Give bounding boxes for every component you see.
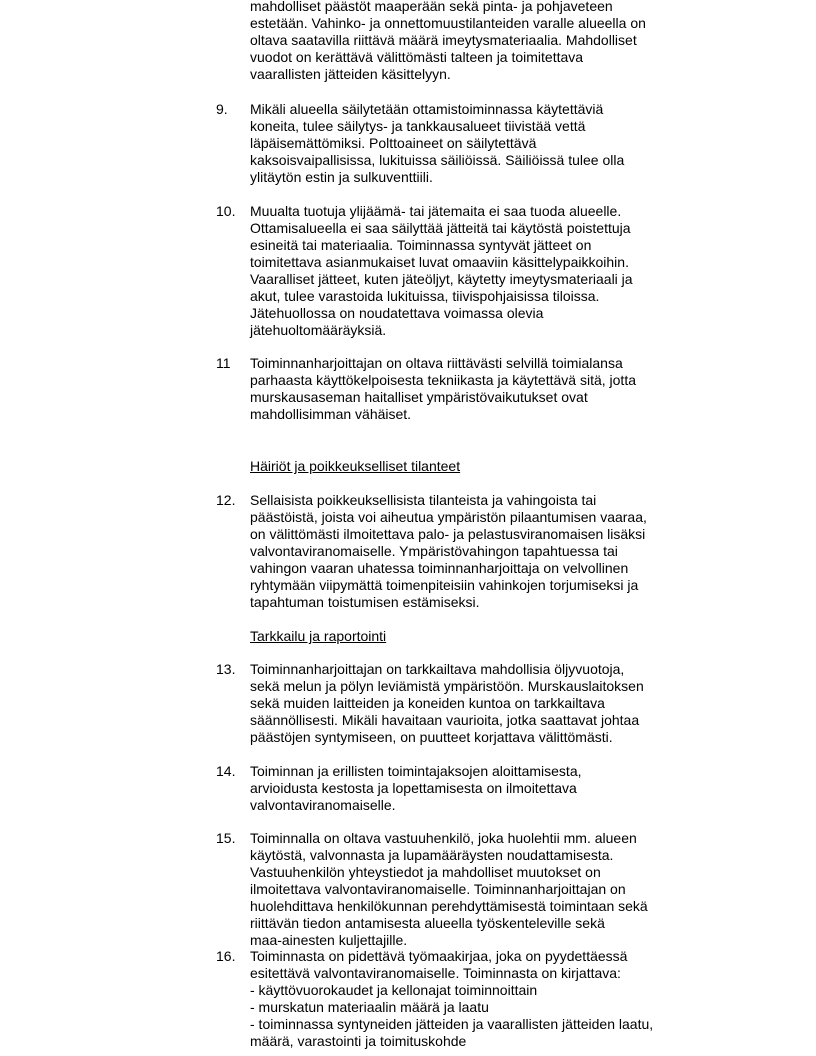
text-line: sekä melun ja pölyn leviämistä ympäristöön. Murskauslaitoksen — [250, 678, 644, 694]
item-number: 11 — [216, 355, 231, 371]
text-line: Mikäli alueella säilytetään ottamistoiminnassa käytettäviä — [250, 101, 604, 117]
text-line: Muualta tuotuja ylijäämä- tai jätemaita ei saa tuoda alueelle. — [250, 203, 622, 219]
item-number: 16. — [216, 948, 236, 964]
text-line: Vaaralliset jätteet, kuten jäteöljyt, käytetty imeytysmateriaali ja — [250, 271, 633, 287]
text-line: huolehdittava henkilökunnan perehdyttämisestä toimintaan sekä — [250, 898, 648, 914]
text-line: läpäisemättömiksi. Polttoaineet on säilytettävä — [250, 135, 537, 151]
text-line: toimitettava asianmukaiset luvat omaaviin käsittelypaikkoihin. — [250, 254, 629, 270]
text-line: mahdolliset päästöt maaperään sekä pinta- ja pohjaveteen — [250, 0, 613, 14]
text-line: päästöistä, joista voi aiheutua ympäristön pilaantumisen vaaraa, — [250, 509, 647, 525]
text-line: jätehuoltomääräyksiä. — [250, 322, 387, 338]
text-line: käytöstä, valvonnasta ja lupamääräysten noudattamisesta. — [250, 847, 614, 863]
text-line: päästöjen syntymiseen, on puutteet korjattava välittömästi. — [250, 729, 613, 745]
text-line: murskausaseman haitalliset ympäristövaikutukset ovat — [250, 389, 588, 405]
item-number: 14. — [216, 763, 236, 779]
text-line: ilmoitettava valvontaviranomaiselle. Toiminnanharjoittajan on — [250, 881, 626, 897]
text-line: vahingon vaaran uhatessa toiminnanharjoittaja on velvollinen — [250, 560, 629, 576]
item-number: 9. — [216, 101, 228, 117]
text-line: koneita, tulee säilytys- ja tankkausalueet tiivistää vettä — [250, 118, 586, 134]
item-number: 10. — [216, 203, 236, 219]
text-line: Toiminnanharjoittajan on tarkkailtava mahdollisia öljyvuotoja, — [250, 661, 625, 677]
text-line: maa-ainesten kuljettajille. — [250, 932, 408, 948]
text-line: Toiminnasta on pidettävä työmaakirjaa, joka on pyydettäessä — [250, 948, 628, 964]
text-line: Vastuuhenkilön yhteystiedot ja mahdolliset muutokset on — [250, 864, 601, 880]
text-line: - toiminnassa syntyneiden jätteiden ja vaarallisten jätteiden laatu, — [250, 1016, 654, 1032]
section-heading-disturbances: Häiriöt ja poikkeukselliset tilanteet — [250, 458, 461, 474]
text-line: akut, tulee varastoida lukituissa, tiivispohjaisissa tiloissa. — [250, 288, 600, 304]
text-line: esitettävä valvontaviranomaiselle. Toiminnasta on kirjattava: — [250, 965, 621, 981]
text-line: kaksoisvaipallisissa, lukituissa säiliöissä. Säiliöissä tulee olla — [250, 152, 625, 168]
text-line: Toiminnanharjoittajan on oltava riittävästi selvillä toimialansa — [250, 355, 623, 371]
text-line: riittävän tiedon antamisesta alueella työskenteleville sekä — [250, 915, 605, 931]
text-line: vaarallisten jätteiden käsittelyyn. — [250, 66, 451, 82]
item-number: 12. — [216, 492, 236, 508]
text-line: Ottamisalueella ei saa säilyttää jätteitä tai käytöstä poistettuja — [250, 220, 631, 236]
text-line: parhaasta käyttökelpoisesta tekniikasta ja käytettävä sitä, jotta — [250, 372, 636, 388]
text-line: Jätehuollossa on noudatettava voimassa olevia — [250, 305, 544, 321]
text-line: arvioidusta kestosta ja lopettamisesta on ilmoitettava — [250, 780, 577, 796]
text-line: mahdollisimman vähäiset. — [250, 406, 412, 422]
text-line: Toiminnan ja erillisten toimintajaksojen aloittamisesta, — [250, 763, 582, 779]
text-line: on välittömästi ilmoitettava palo- ja pelastusviranomaisen lisäksi — [250, 526, 646, 542]
text-line: sekä muiden laitteiden ja koneiden kuntoa on tarkkailtava — [250, 695, 605, 711]
text-line: estetään. Vahinko- ja onnettomuustilanteiden varalle alueella on — [250, 15, 646, 31]
text-line: Toiminnalla on oltava vastuuhenkilö, joka huolehtii mm. alueen — [250, 830, 637, 846]
text-line: valvontaviranomaiselle. Ympäristövahingon tapahtuessa tai — [250, 543, 618, 559]
text-line: esineitä tai materiaalia. Toiminnassa syntyvät jätteet on — [250, 237, 592, 253]
section-heading-monitoring: Tarkkailu ja raportointi — [250, 628, 387, 644]
item-number: 15. — [216, 830, 236, 846]
text-line: - murskatun materiaalin määrä ja laatu — [250, 999, 489, 1015]
text-line: ryhtymään viipymättä toimenpiteisiin vahinkojen torjumiseksi ja — [250, 577, 639, 593]
text-line: tapahtuman toistumisen estämiseksi. — [250, 594, 480, 610]
text-line: - käyttövuorokaudet ja kellonajat toiminnoittain — [250, 982, 538, 998]
text-line: määrä, varastointi ja toimituskohde — [250, 1033, 467, 1049]
text-line: Sellaisista poikkeuksellisista tilanteista ja vahingoista tai — [250, 492, 597, 508]
item-number: 13. — [216, 661, 236, 677]
text-line: vuodot on kerättävä välittömästi talteen ja toimitettava — [250, 49, 584, 65]
text-line: valvontaviranomaiselle. — [250, 797, 396, 813]
text-line: oltava saatavilla riittävä määrä imeytysmateriaalia. Mahdolliset — [250, 32, 637, 48]
text-line: säännöllisesti. Mikäli havaitaan vaurioita, jotka saattavat johtaa — [250, 712, 640, 728]
text-line: ylitäytön estin ja sulkuventtiili. — [250, 169, 433, 185]
